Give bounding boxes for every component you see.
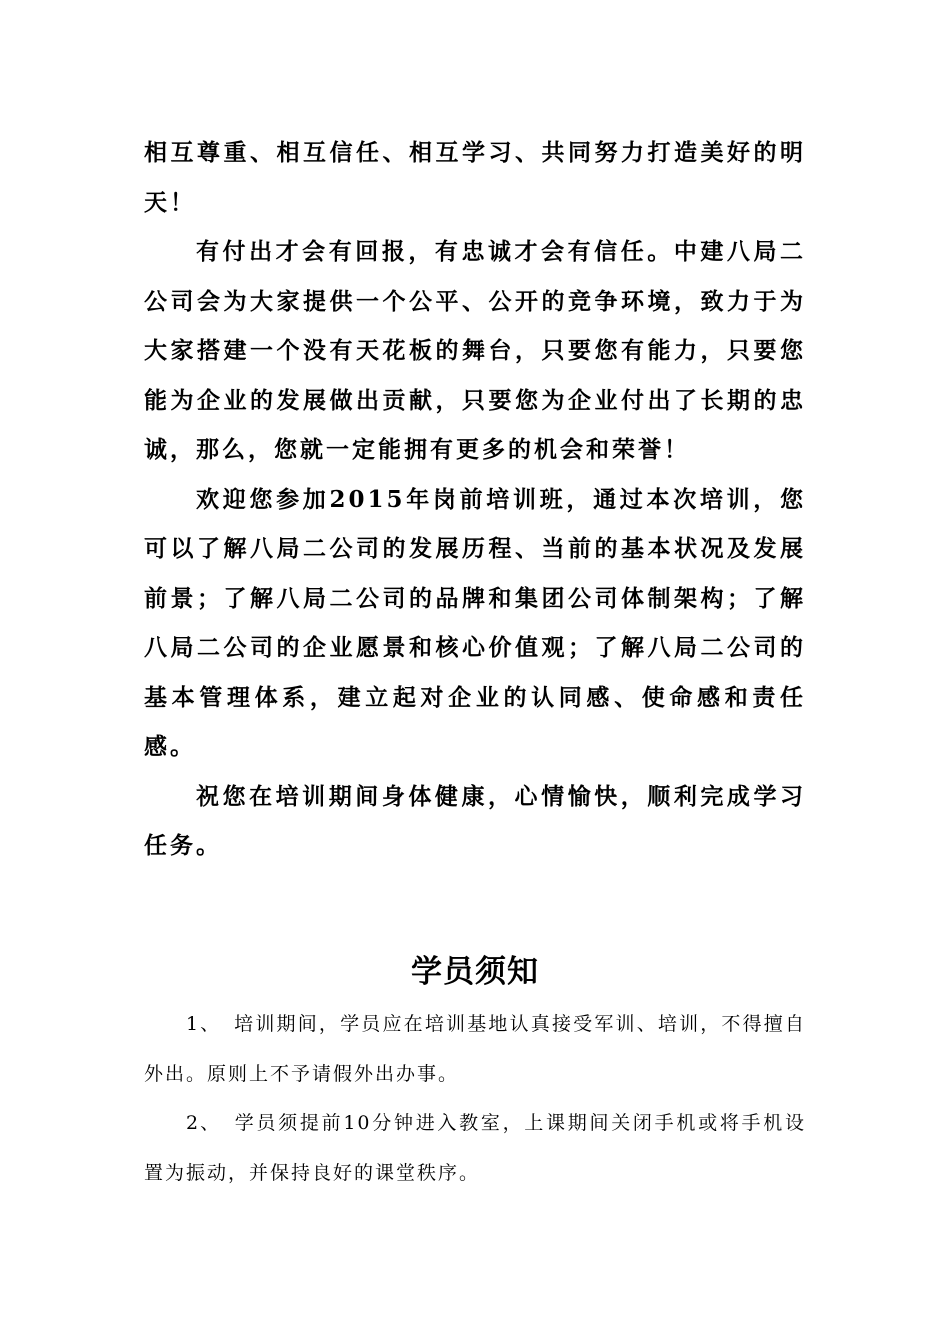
letter-paragraph-3: 欢迎您参加2015年岗前培训班，通过本次培训，您可以了解八局二公司的发展历程、当前的基本状况及发展前景；了解八局二公司的品牌和集团公司体制架构；了解八局二公司的企业愿景和核心价值观；了解八局二公司的基本管理体系，建立起对企业的认同感、使命感和责任感。 bbox=[144, 485, 806, 760]
letter-paragraph-4: 祝您在培训期间身体健康，心情愉快，顺利完成学习任务。 bbox=[144, 782, 806, 859]
notice-title: 学员须知 bbox=[411, 954, 539, 990]
rule-text: 培训期间，学员应在培训基地认真接受军训、培训，不得擅自外出。原则上不予请假外出办事。 bbox=[144, 1013, 806, 1085]
rule-number: 1、 bbox=[186, 1013, 222, 1035]
notice-rule-item bbox=[144, 1099, 806, 1198]
letter-paragraph-1: 相互尊重、相互信任、相互学习、共同努力打造美好的明天！ bbox=[144, 139, 806, 216]
welcome-letter-body bbox=[144, 128, 806, 871]
letter-paragraph-2: 有付出才会有回报，有忠诚才会有信任。中建八局二公司会为大家提供一个公平、公开的竞争环境，致力于为大家搭建一个没有天花板的舞台，只要您有能力，只要您能为企业的发展做出贡献，只要您为企业付出了长期的忠诚，那么，您就一定能拥有更多的机会和荣誉！ bbox=[144, 238, 806, 463]
notice-rules-list bbox=[144, 1000, 806, 1198]
notice-rule-item bbox=[144, 1000, 806, 1099]
rule-number: 2、 bbox=[186, 1112, 222, 1134]
rule-text: 学员须提前10分钟进入教室，上课期间关闭手机或将手机设置为振动，并保持良好的课堂秩序。 bbox=[144, 1112, 806, 1184]
